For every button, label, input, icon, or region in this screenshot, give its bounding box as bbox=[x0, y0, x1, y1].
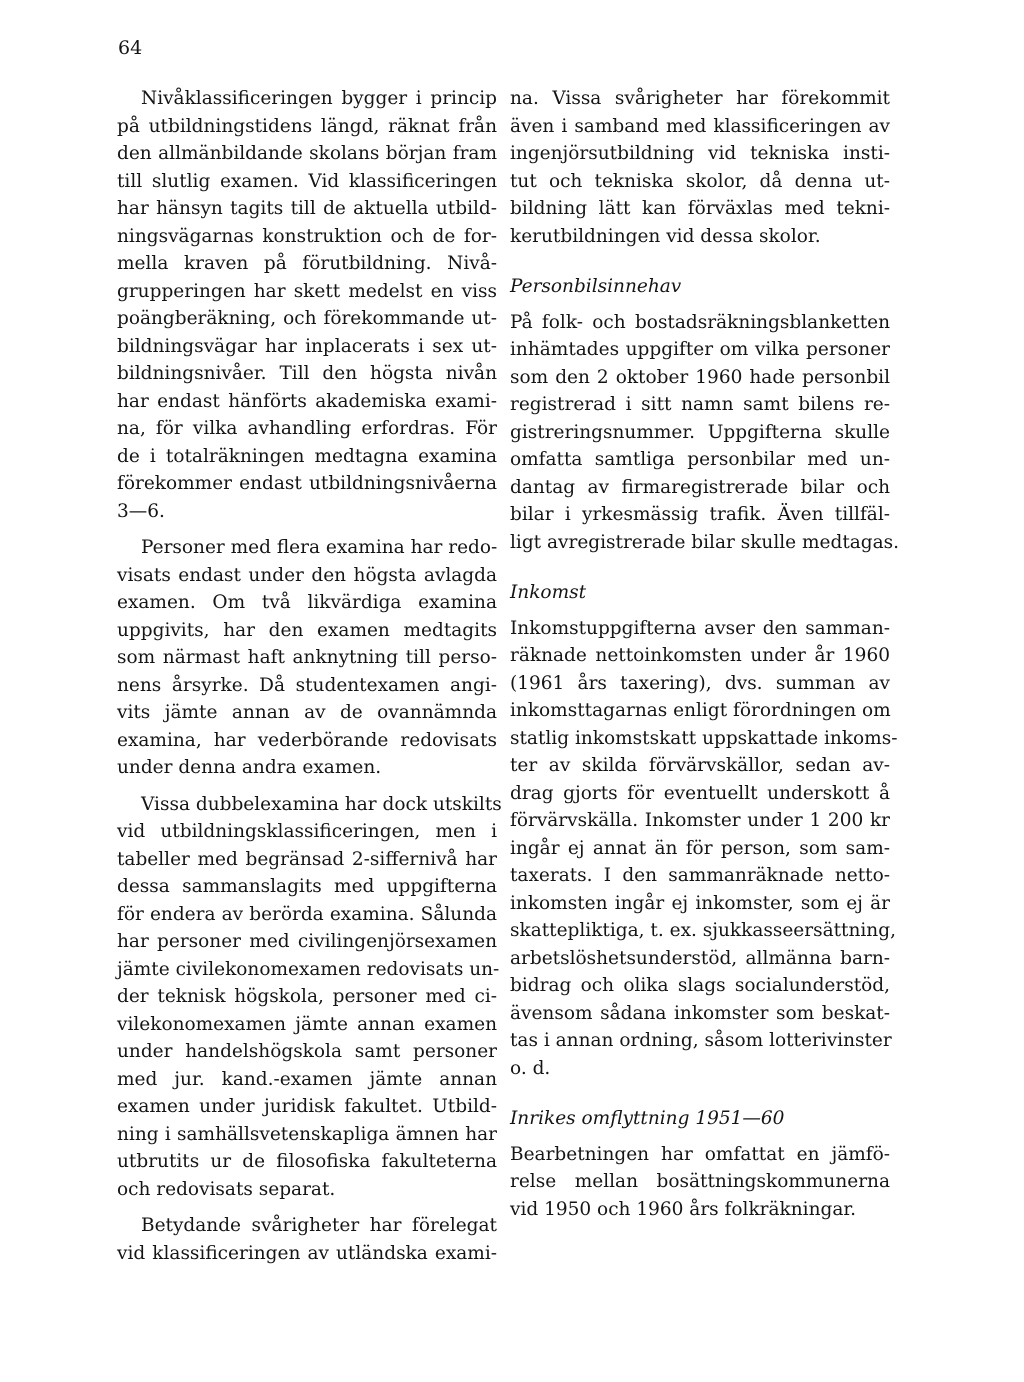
text-line: de i totalräkningen medtagna examina bbox=[117, 445, 497, 467]
text-line: inkomsttagarnas enligt förordningen om bbox=[510, 700, 891, 721]
text-line: under handelshögskola samt personer bbox=[117, 1041, 497, 1062]
text-line: som den 2 oktober 1960 hade personbil bbox=[510, 366, 890, 388]
paragraph bbox=[117, 534, 497, 782]
section-heading-inkomst: Inkomst bbox=[510, 582, 587, 603]
text-line: examen. Om två likvärdiga examina bbox=[117, 592, 497, 613]
left-column bbox=[117, 85, 502, 1267]
text-line: inhämtades uppgifter om vilka personer bbox=[510, 339, 890, 360]
text-line: har personer med civilingenjörsexamen bbox=[117, 931, 497, 952]
text-line: relse mellan bosättningskommunerna bbox=[510, 1171, 890, 1192]
text-line: tut och tekniska skolor, då denna ut- bbox=[510, 170, 890, 192]
text-line: nens årsyrke. Då studentexamen angi- bbox=[117, 674, 497, 696]
text-line: med jur. kand.-examen jämte annan bbox=[117, 1068, 497, 1090]
text-line: utbrutits ur de filosofiska fakulteterna bbox=[117, 1151, 497, 1172]
text-line: bildning lätt kan förväxlas med tekni- bbox=[510, 198, 890, 219]
text-line: ter av skilda förvärvskällor, sedan av- bbox=[510, 755, 890, 776]
text-line: Betydande svårigheter har förelegat bbox=[141, 1215, 497, 1236]
text-line: vilekonomexamen jämte annan examen bbox=[117, 1013, 497, 1035]
right-column bbox=[510, 85, 900, 1223]
paragraph bbox=[117, 791, 502, 1204]
page-number: 64 bbox=[118, 37, 143, 59]
text-line: på utbildningstidens längd, räknat från bbox=[117, 115, 497, 137]
text-line: bildningsvägar har inplacerats i sex ut- bbox=[117, 335, 497, 357]
paragraph bbox=[510, 85, 890, 250]
text-line: vits jämte annan av de ovannämnda bbox=[117, 702, 497, 723]
text-line: 3—6. bbox=[117, 500, 165, 522]
text-line: Vissa dubbelexamina har dock utskilts bbox=[141, 793, 502, 815]
text-line: mella kraven på förutbildning. Nivå- bbox=[117, 253, 497, 274]
text-line: för endera av berörda examina. Sålunda bbox=[117, 903, 497, 925]
text-line: na. Vissa svårigheter har förekommit bbox=[510, 88, 890, 109]
text-line: bidrag och olika slags socialunderstöd, bbox=[510, 975, 890, 996]
text-line: gistreringsnummer. Uppgifterna skulle bbox=[510, 421, 890, 443]
text-line: vid utbildningsklassificeringen, men i bbox=[117, 821, 497, 842]
text-line: registrerad i sitt namn samt bilens re- bbox=[510, 394, 890, 415]
paragraph bbox=[510, 1141, 890, 1224]
text-line: ingenjörsutbildning vid tekniska insti- bbox=[510, 143, 890, 164]
text-line: inkomsten ingår ej inkomster, som ej är bbox=[510, 892, 890, 914]
text-line: ingår ej annat än för person, som sam- bbox=[510, 837, 890, 859]
text-line: räknade nettoinkomsten under år 1960 bbox=[510, 645, 890, 666]
text-line: poängberäkning, och förekommande ut- bbox=[117, 308, 497, 329]
text-line: examina, har vederbörande redovisats bbox=[117, 729, 497, 751]
text-line: har endast hänförts akademiska exami- bbox=[117, 390, 497, 412]
text-line: På folk- och bostadsräkningsblanketten bbox=[510, 311, 890, 333]
section-heading-personbilsinnehav: Personbilsinnehav bbox=[510, 276, 682, 297]
text-line: taxerats. I den sammanräknade netto- bbox=[510, 865, 890, 886]
paragraph bbox=[117, 85, 497, 525]
text-line: under denna andra examen. bbox=[117, 757, 382, 778]
text-line: bilar i yrkesmässig trafik. Även tillfäl- bbox=[510, 504, 890, 525]
text-line: grupperingen har skett medelst en viss bbox=[117, 280, 497, 302]
text-line: tabeller med begränsad 2-siffernivå har bbox=[117, 848, 497, 870]
text-line: visats endast under den högsta avlagda bbox=[117, 564, 497, 586]
text-line: vid klassificeringen av utländska exami- bbox=[117, 1242, 497, 1264]
text-line: till slutlig examen. Vid klassificeringen bbox=[117, 170, 497, 192]
text-line: har hänsyn tagits till de aktuella utbild- bbox=[117, 198, 497, 219]
text-line: som närmast haft anknytning till perso- bbox=[117, 647, 497, 668]
text-line: Bearbetningen har omfattat en jämfö- bbox=[510, 1143, 890, 1165]
text-line: examen under juridisk fakultet. Utbild- bbox=[117, 1096, 497, 1117]
text-line: Personer med flera examina har redo- bbox=[141, 537, 498, 558]
text-line: jämte civilekonomexamen redovisats un- bbox=[117, 958, 500, 980]
text-line: dessa sammanslagits med uppgifterna bbox=[117, 876, 497, 897]
text-line: statlig inkomstskatt uppskattade inkoms- bbox=[510, 727, 898, 749]
section-heading-inrikes-omflyttning: Inrikes omflyttning 1951—60 bbox=[510, 1108, 785, 1129]
text-line: tas i annan ordning, såsom lotterivinster bbox=[510, 1030, 892, 1051]
text-line: förekommer endast utbildningsnivåerna bbox=[117, 473, 497, 494]
text-line: ning i samhällsvetenskapliga ämnen har bbox=[117, 1123, 497, 1145]
text-line: ligt avregistrerade bilar skulle medtagas. bbox=[510, 531, 900, 553]
text-line: dantag av firmaregistrerade bilar och bbox=[510, 476, 890, 498]
text-line: drag gjorts för eventuellt underskott å bbox=[510, 782, 890, 804]
text-line: (1961 års taxering), dvs. summan av bbox=[510, 672, 890, 694]
text-line: skattepliktiga, t. ex. sjukkasseersättning, bbox=[510, 920, 896, 941]
text-line: ävensom sådana inkomster som beskat- bbox=[510, 1002, 890, 1024]
text-line: Nivåklassificeringen bygger i princip bbox=[141, 88, 497, 109]
text-line: o. d. bbox=[510, 1057, 551, 1079]
text-line: även i samband med klassificeringen av bbox=[510, 115, 890, 137]
text-line: omfatta samtliga personbilar med un- bbox=[510, 449, 890, 470]
text-line: uppgivits, har den examen medtagits bbox=[117, 619, 497, 641]
text-line: den allmänbildande skolans början fram bbox=[117, 143, 497, 164]
text-line: na, för vilka avhandling erfordras. För bbox=[117, 418, 497, 439]
text-line: der teknisk högskola, personer med ci- bbox=[117, 986, 497, 1007]
paragraph bbox=[510, 615, 898, 1083]
text-line: förvärvskälla. Inkomster under 1 200 kr bbox=[510, 810, 890, 831]
text-line: kerutbildningen vid dessa skolor. bbox=[510, 225, 821, 247]
paragraph bbox=[510, 309, 900, 557]
text-line: arbetslöshetsunderstöd, allmänna barn- bbox=[510, 947, 890, 969]
text-line: vid 1950 och 1960 års folkräkningar. bbox=[510, 1198, 857, 1220]
text-line: och redovisats separat. bbox=[117, 1178, 336, 1200]
paragraph bbox=[117, 1212, 497, 1267]
text-line: bildningsnivåer. Till den högsta nivån bbox=[117, 363, 497, 384]
text-line: Inkomstuppgifterna avser den samman- bbox=[510, 617, 890, 639]
text-line: ningsvägarnas konstruktion och de for- bbox=[117, 225, 497, 247]
